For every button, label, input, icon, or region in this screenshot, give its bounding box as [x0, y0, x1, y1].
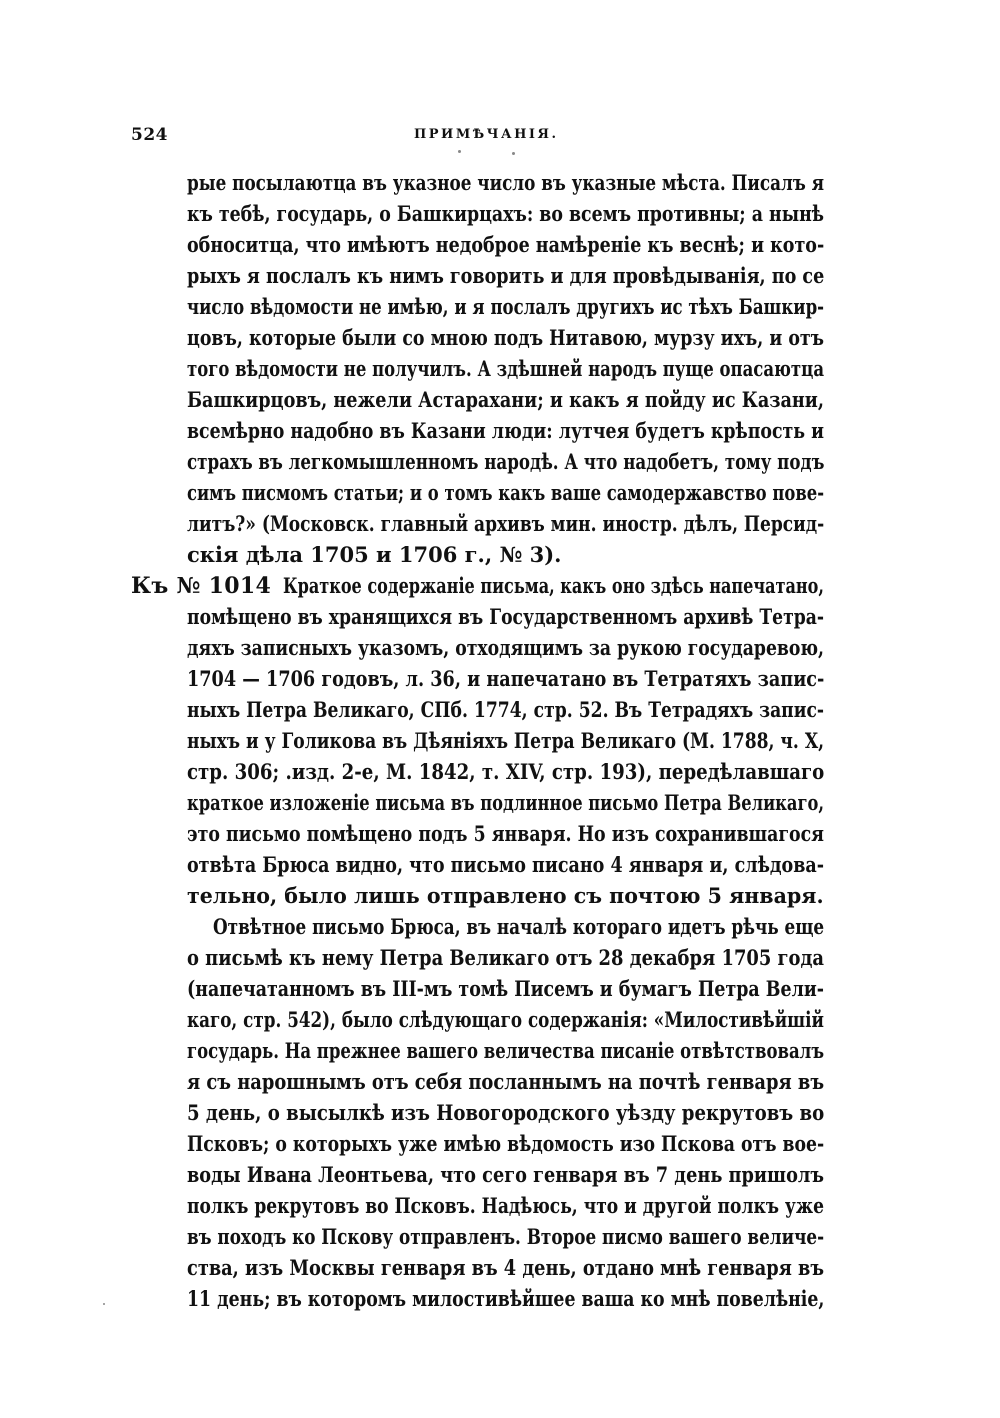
text-line: рые посылаютца въ указное число въ указные мѣста. Писалъ я — [187, 170, 825, 195]
text-line: ныхъ Петра Великаго, СПб. 1774, стр. 52. Въ Тетрадяхъ запис- — [187, 697, 825, 722]
text-line: въ походъ ко Пскову отправленъ. Второе писмо вашего величе- — [187, 1224, 825, 1249]
text-line: краткое изложеніе письма въ подлинное письмо Петра Великаго, — [187, 790, 825, 815]
scan-speck — [458, 150, 461, 153]
text-line: 5 день, о высылкѣ изъ Новогородского уѣзду рекрутовъ во — [187, 1100, 825, 1125]
page-number: 524 — [131, 125, 168, 145]
text-line: Псковъ; о которыхъ уже имѣю вѣдомость изо Пскова отъ вое- — [187, 1131, 825, 1156]
text-line: государь. На прежнее вашего величества писаніе отвѣтствовалъ — [187, 1038, 824, 1063]
text-line: ства, изъ Москвы генваря въ 4 день, отдано мнѣ генваря въ — [187, 1255, 824, 1280]
text-line: всемѣрно надобно въ Казани люди: лутчея будетъ крѣпость и — [187, 418, 825, 443]
text-line: симъ писмомъ статьи; и о томъ какъ ваше самодержавство пове- — [187, 480, 825, 505]
text-line: полкъ рекрутовъ во Псковъ. Надѣюсь, что и другой полкъ уже — [187, 1193, 824, 1218]
text-line: помѣщено въ хранящихся въ Государственномъ архивѣ Тетра- — [187, 604, 824, 629]
scan-speck — [103, 1303, 105, 1305]
scan-speck — [512, 152, 515, 155]
text-line: тельно, было лишь отправлено съ почтою 5 января. — [187, 883, 824, 908]
text-line: это письмо помѣщено подъ 5 января. Но изъ сохранившагося — [187, 821, 825, 846]
text-line: того вѣдомости не получилъ. А здѣшней народъ пуще опасаютца — [187, 356, 825, 381]
text-line: обноситца, что имѣютъ недоброе намѣреніе къ веснѣ; и кото- — [187, 232, 825, 257]
text-line: рыхъ я послалъ къ нимъ говорить и для провѣдыванія, по се — [187, 263, 825, 288]
text-line: цовъ, которые были со мною подъ Нитавою, мурзу ихъ, и отъ — [187, 325, 825, 350]
text-line: Башкирцовъ, нежели Астарахани; и какъ я пойду ис Казани, — [187, 387, 825, 412]
text-line: отвѣта Брюса видно, что письмо писано 4 января и, слѣдова- — [187, 852, 825, 877]
text-line: страхъ въ легкомышленномъ народѣ. А что надобетъ, тому подъ — [187, 449, 825, 474]
text-line: 1704 — 1706 годовъ, л. 36, и напечатано въ Тетратяхъ запис- — [187, 666, 825, 691]
text-line: Отвѣтное письмо Брюса, въ началѣ котораго идетъ рѣчь еще — [213, 914, 825, 939]
text-line: воды Ивана Леонтьева, что сего генваря въ 7 день пришолъ — [187, 1162, 824, 1187]
running-head: ПРИМѢЧАНІЯ. — [414, 127, 559, 142]
text-line: ныхъ и у Голикова въ Дѣяніяхъ Петра Великаго (М. 1788, ч. X, — [187, 728, 825, 753]
text-line: (напечатанномъ въ III-мъ томѣ Писемъ и бумагъ Петра Вели- — [187, 976, 824, 1001]
page-header — [0, 125, 1000, 149]
text-line: 11 день; въ которомъ милостивѣйшее ваша ко мнѣ повелѣніе, — [187, 1286, 825, 1311]
text-line: число вѣдомости не имѣю, и я послалъ другихъ ис тѣхъ Башкир- — [187, 294, 825, 319]
text-line: каго, стр. 542), было слѣдующаго содержанія: «Милостивѣйшій — [187, 1007, 824, 1032]
note-marker: Къ № 1014 — [131, 573, 272, 599]
text-line: литъ?» (Московск. главный архивъ мин. иностр. дѣлъ, Персид- — [187, 511, 825, 536]
text-line: къ тебѣ, государь, о Башкирцахъ: во всемъ противны; а нынѣ — [187, 201, 825, 226]
text-line: скія дѣла 1705 и 1706 г., № 3). — [187, 542, 562, 567]
text-line: стр. 306; .изд. 2-е, М. 1842, т. XIV, стр. 193), передѣлавшаго — [187, 759, 825, 784]
text-line: я съ нарошнымъ отъ себя посланнымъ на почтѣ генваря въ — [187, 1069, 825, 1094]
text-line: дяхъ записныхъ указомъ, отходящимъ за рукою государевою, — [187, 635, 824, 660]
text-line: Краткое содержаніе письма, какъ оно здѣсь напечатано, — [283, 573, 824, 598]
text-line: о письмѣ къ нему Петра Великаго отъ 28 декабря 1705 года — [187, 945, 825, 970]
